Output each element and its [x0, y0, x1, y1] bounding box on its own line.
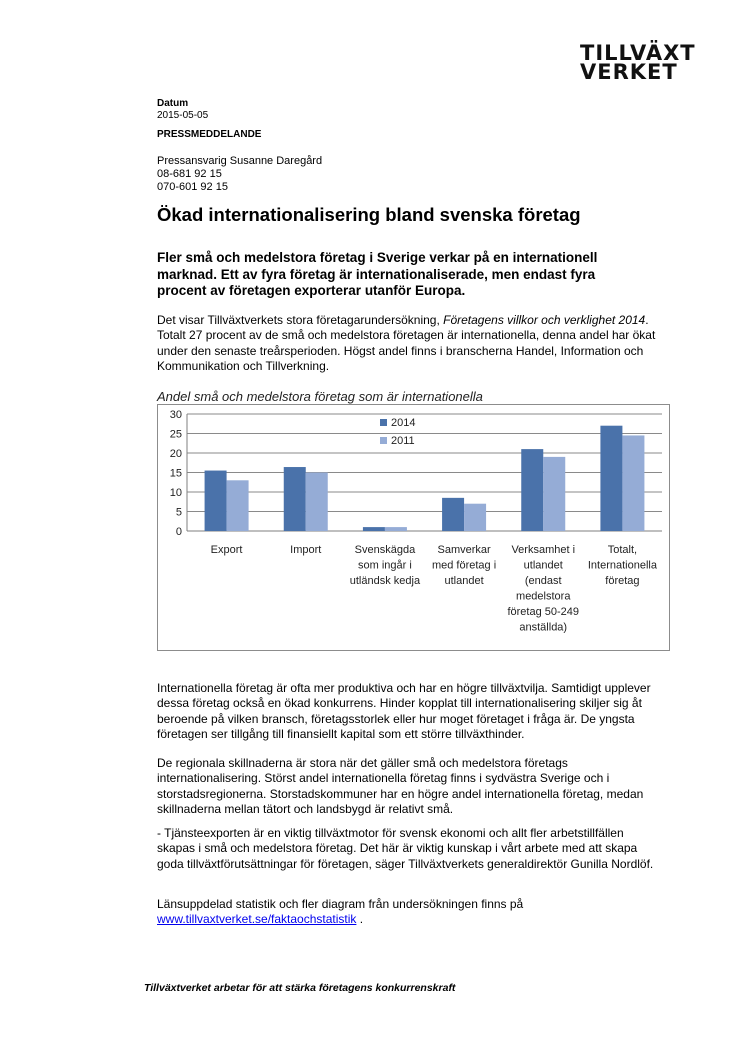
intro-text-before: Det visar Tillväxtverkets stora företagarundersökning,: [157, 313, 444, 327]
paragraph-statistics: [157, 897, 662, 928]
y-tick-label: 25: [169, 428, 182, 441]
paragraph-quote: - Tjänsteexporten är en viktig tillväxtmotor för svensk ekonomi och allt fler arbetstillfällen skapas i små och medelstora företag. Det här är viktig kunskap i vårt arbete med att skapa goda tillväxtförutsättningar för företagen, säger Tillväxtverkets generaldirektör Gunilla Nordlöf.: [157, 826, 654, 871]
chart-caption: Andel små och medelstora företag som är internationella: [157, 389, 483, 404]
date-value: 2015-05-05: [157, 110, 209, 121]
date-label: Datum: [157, 98, 189, 109]
bar-2014-4: [521, 449, 543, 531]
bar-chart: [158, 405, 669, 650]
y-tick-label: 5: [175, 506, 182, 519]
statistics-link[interactable]: www.tillvaxtverket.se/faktaochstatistik: [157, 912, 357, 927]
contact-block: [157, 155, 322, 194]
contact-phone-1: 08-681 92 15: [157, 168, 222, 180]
legend-label-2011: 2011: [391, 435, 415, 447]
legend-label-2014: 2014: [391, 417, 416, 429]
logo-line-1: TILLVÄXT: [580, 41, 696, 65]
x-category-label: Svenskägda som ingår i utländsk kedja: [349, 544, 421, 587]
paragraph-regional: De regionala skillnaderna är stora när det gäller små och medelstora företags internationalisering. Störst andel internationella företag finns i sydvästra Sverige och i storstadsregionerna. Storstadskommuner har en högre andel internationella företag, medan skillnaderna mellan tätort och landsbygd är relativt små.: [157, 756, 644, 817]
legend-swatch-2014: [380, 419, 387, 426]
survey-name: Företagens villkor och verklighet 2014: [443, 313, 646, 327]
y-tick-label: 20: [169, 448, 182, 460]
paragraph-productivity: Internationella företag är ofta mer produktiva och har en högre tillväxtvilja. Samtidigt upplever dessa företag också en ökad konkurrens. Hinder kopplat till internationalisering skiljer sig åt beroende på vilken bransch, företagsstorlek eller hur moget företaget i fråga är. De yngsta företagen ser tillgång till finansiellt kapital som ett större tillväxthinder.: [157, 681, 651, 742]
intro-paragraph: [157, 313, 662, 375]
bar-2014-5: [600, 426, 622, 531]
logo-line-2: VERKET: [580, 60, 678, 84]
y-tick-label: 30: [169, 409, 182, 421]
y-tick-label: 0: [175, 526, 182, 538]
y-tick-label: 10: [169, 487, 182, 499]
x-category-label: Samverkar med företag i utlandet: [431, 544, 497, 587]
legend-swatch-2011: [380, 437, 387, 444]
x-category-label: Import: [290, 544, 322, 556]
bar-2011-3: [464, 504, 486, 531]
statistics-after: .: [356, 912, 364, 927]
bar-2011-5: [622, 435, 644, 531]
footer-tagline: Tillväxtverket arbetar för att stärka företagens konkurrenskraft: [144, 982, 456, 994]
contact-phone-2: 070-601 92 15: [157, 181, 228, 193]
intro-text-after: . Totalt 27 procent av de små och medelstora företagen är internationella, denna andel har ökat under den senaste treårsperioden. Högst andel finns i branscherna Handel, Information och Kommunikation och Tillverkning.: [157, 313, 656, 374]
bar-2014-1: [284, 467, 306, 531]
chart-frame: [157, 404, 670, 651]
statistics-text: Länsuppdelad statistik och fler diagram från undersökningen finns på: [157, 897, 524, 911]
contact-person: Pressansvarig Susanne Daregård: [157, 155, 323, 167]
x-category-label: Export: [210, 544, 243, 556]
x-category-label: Totalt, Internationella företag: [587, 544, 657, 587]
bar-2011-0: [227, 480, 249, 531]
y-tick-label: 15: [169, 467, 182, 480]
lead-paragraph: Fler små och medelstora företag i Sverige verkar på en internationell marknad. Ett av fyra företag är internationaliserade, men endast fyra procent av företagen exporterar utanför Europa.: [157, 250, 598, 298]
bar-2011-2: [385, 527, 407, 531]
page-title: Ökad internationalisering bland svenska företag: [157, 204, 581, 225]
bar-2011-4: [543, 457, 565, 531]
x-category-label: Verksamhet i utlandet (endast medelstora företag 50-249 anställda): [507, 544, 580, 634]
bar-2014-3: [442, 498, 464, 531]
bar-2014-2: [363, 527, 385, 531]
bar-2014-0: [205, 471, 227, 531]
document-type: PRESSMEDDELANDE: [157, 129, 262, 140]
bar-2011-1: [306, 473, 328, 532]
logo: [580, 41, 696, 84]
